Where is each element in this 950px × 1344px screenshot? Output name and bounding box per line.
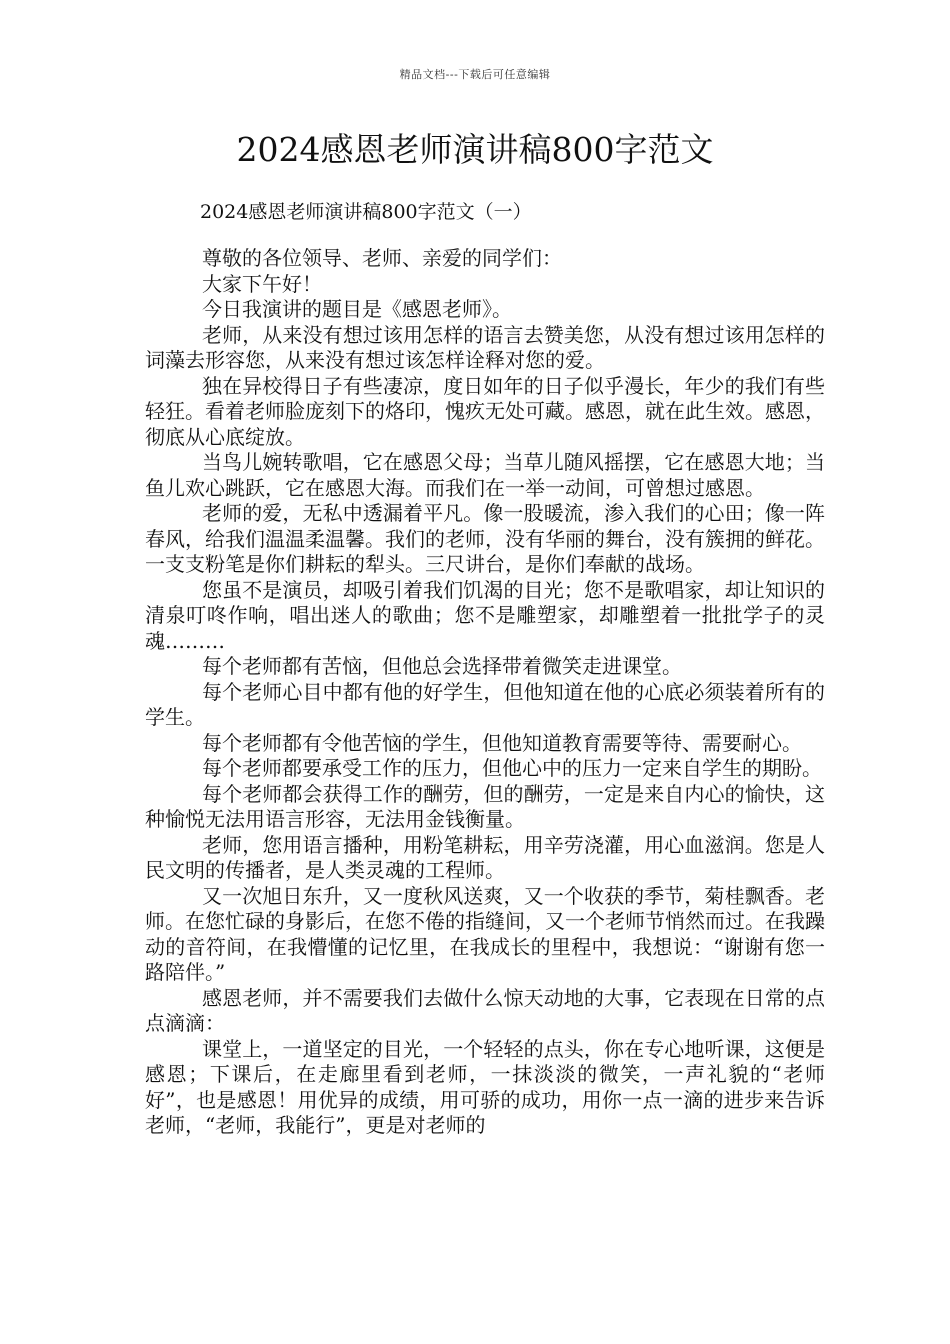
paragraph: 当鸟儿婉转歌唱，它在感恩父母；当草儿随风摇摆，它在感恩大地；当鱼儿欢心跳跃，它在感恩大海。而我们在一举一动间，可曾想过感恩。 bbox=[145, 450, 825, 500]
paragraph: 又一次旭日东升，又一度秋风送爽，又一个收获的季节，菊桂飘香。老师。在您忙碌的身影后，在您不倦的指缝间，又一个老师节悄然而过。在我躁动的音符间，在我懵懂的记忆里，在我成长的里程中，我想说：“谢谢有您一路陪伴。” bbox=[145, 883, 825, 984]
paragraph: 课堂上，一道坚定的目光，一个轻轻的点头，你在专心地听课，这便是感恩；下课后，在走廊里看到老师，一抹淡淡的微笑，一声礼貌的“老师好”，也是感恩！用优异的成绩，用可骄的成功，用你一点一滴的进步来告诉老师，“老师，我能行”，更是对老师的 bbox=[145, 1036, 825, 1137]
paragraph: 每个老师都要承受工作的压力，但他心中的压力一定来自学生的期盼。 bbox=[202, 756, 822, 780]
paragraph: 每个老师都有令他苦恼的学生，但他知道教育需要等待、需要耐心。 bbox=[202, 730, 802, 755]
paragraph-topic: 今日我演讲的题目是《感恩老师》。 bbox=[202, 297, 512, 321]
paragraph: 老师，从来没有想过该用怎样的语言去赞美您，从没有想过该用怎样的词藻去形容您，从来没有想过该怎样诠释对您的爱。 bbox=[145, 322, 825, 372]
paragraph: 每个老师心目中都有他的好学生，但他知道在他的心底必须装着所有的学生。 bbox=[145, 679, 825, 729]
paragraph-greeting: 大家下午好！ bbox=[202, 271, 322, 296]
paragraph: 老师的爱，无私中透漏着平凡。像一股暖流，渗入我们的心田；像一阵春风，给我们温温柔温馨。我们的老师，没有华丽的舞台，没有簇拥的鲜花。一支支粉笔是你们耕耘的犁头。三尺讲台，是你们奉献的战场。 bbox=[145, 501, 825, 576]
paragraph: 老师，您用语言播种，用粉笔耕耘，用辛劳浇灌，用心血滋润。您是人民文明的传播者，是人类灵魂的工程师。 bbox=[145, 832, 825, 882]
document-title: 2024感恩老师演讲稿800字范文 bbox=[236, 130, 714, 169]
paragraph: 每个老师都会获得工作的酬劳，但的酬劳，一定是来自内心的愉快，这种愉悦无法用语言形容，无法用金钱衡量。 bbox=[145, 781, 825, 831]
paragraph: 感恩老师，并不需要我们去做什么惊天动地的大事，它表现在日常的点点滴滴： bbox=[145, 985, 825, 1035]
paragraph: 您虽不是演员，却吸引着我们饥渴的目光；您不是歌唱家，却让知识的清泉叮咚作响，唱出迷人的歌曲；您不是雕塑家，却雕塑着一批批学子的灵魂……… bbox=[145, 577, 825, 653]
paragraph-salutation: 尊敬的各位领导、老师、亲爱的同学们： bbox=[202, 246, 562, 270]
paragraph: 每个老师都有苦恼，但他总会选择带着微笑走进课堂。 bbox=[202, 654, 682, 678]
paragraph: 独在异校得日子有些凄凉，度日如年的日子似乎漫长，年少的我们有些轻狂。看着老师脸庞刻下的烙印，愧疚无处可藏。感恩，就在此生效。感恩，彻底从心底绽放。 bbox=[145, 373, 825, 449]
header-note: 精品文档---下载后可任意编辑 bbox=[399, 68, 551, 81]
document-subtitle: 2024感恩老师演讲稿800字范文（一） bbox=[200, 201, 532, 223]
document-body bbox=[145, 246, 825, 1139]
